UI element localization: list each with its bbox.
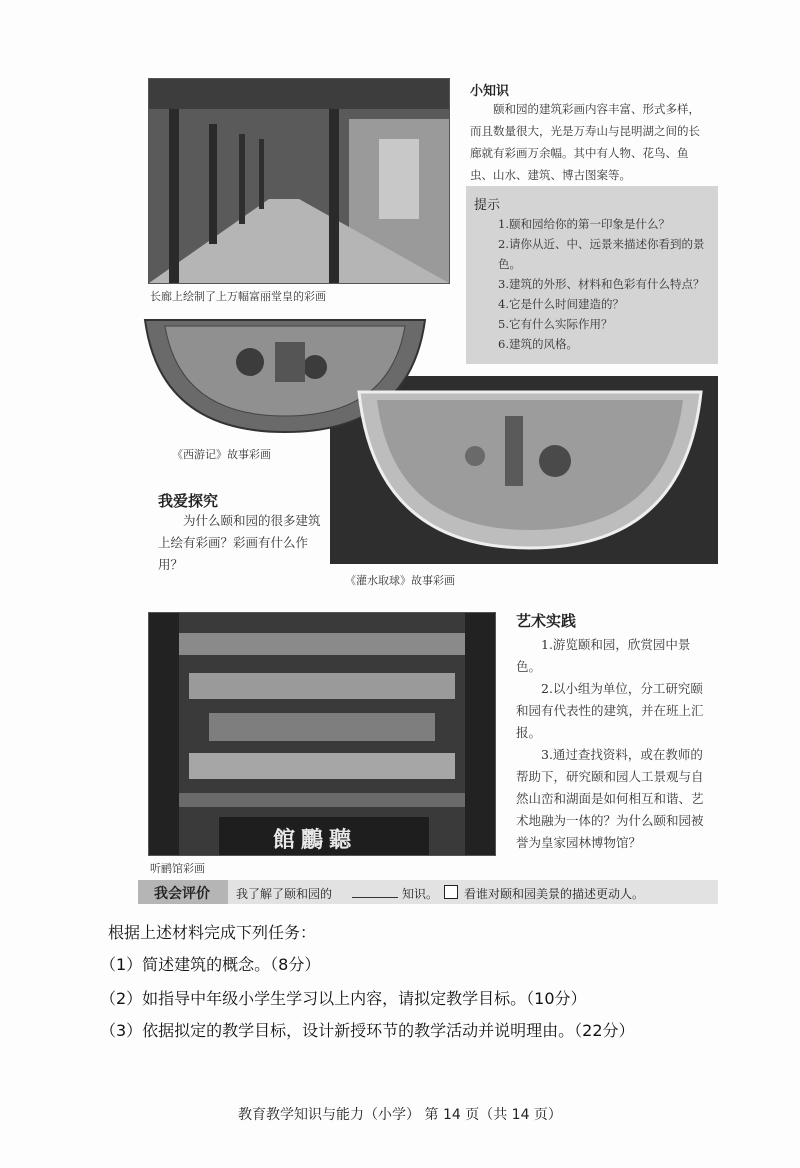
tinglibguan-caption: 听鹂馆彩画 bbox=[150, 862, 205, 875]
evaluation-text-2: 知识。 bbox=[402, 887, 439, 901]
evaluation-text-3: 看谁对颐和园美景的描述更动人。 bbox=[464, 887, 645, 901]
tinglibguan-sign: 館鸝聽 bbox=[273, 827, 358, 853]
xiyouji-caption: 《西游记》故事彩画 bbox=[172, 448, 271, 461]
hint-item: 5.它有什么实际作用？ bbox=[498, 317, 613, 331]
hint-title: 提示 bbox=[474, 198, 501, 213]
corridor-photo bbox=[148, 78, 450, 284]
knowledge-title: 小知识 bbox=[470, 84, 510, 99]
task-question-3: （3）依据拟定的教学目标，设计新授环节的教学活动并说明理由。（22分） bbox=[100, 1021, 635, 1040]
guanshui-painting bbox=[355, 386, 705, 554]
tinglibguan-photo bbox=[148, 612, 496, 856]
tasks-intro: 根据上述材料完成下列任务： bbox=[108, 923, 317, 942]
hint-item: 1.颐和园给你的第一印象是什么？ bbox=[498, 217, 670, 231]
evaluation-bar bbox=[138, 880, 718, 904]
evaluation-title: 我会评价 bbox=[154, 886, 210, 902]
explore-text: 为什么颐和园的很多建筑上绘有彩画？彩画有什么作用？ bbox=[158, 513, 321, 572]
hint-box bbox=[466, 186, 718, 364]
evaluation-checkbox bbox=[444, 885, 458, 899]
hint-item: 6.建筑的风格。 bbox=[498, 337, 578, 351]
corridor-caption: 长廊上绘制了上万幅富丽堂皇的彩画 bbox=[150, 290, 326, 303]
hint-item: 2.请你从近、中、远景来描述你看到的景色。 bbox=[498, 237, 705, 271]
practice-item: 2.以小组为单位，分工研究颐和园有代表性的建筑，并在班上汇报。 bbox=[516, 681, 704, 740]
task-question-1: （1）简述建筑的概念。（8分） bbox=[100, 955, 321, 974]
explore-title: 我爱探究 bbox=[158, 492, 219, 510]
hint-item: 4.它是什么时间建造的？ bbox=[498, 297, 624, 311]
task-question-2: （2）如指导中年级小学生学习以上内容，请拟定教学目标。（10分） bbox=[100, 989, 587, 1008]
practice-item: 3.通过查找资料，或在教师的帮助下，研究颐和园人工景观与自然山峦和湖面是如何相互和谐、艺术地融为一体的？为什么颐和园被誉为皇家园林博物馆？ bbox=[516, 747, 704, 850]
page-footer: 教育教学知识与能力（小学） 第 14 页（共 14 页） bbox=[238, 1107, 562, 1123]
practice-title: 艺术实践 bbox=[516, 612, 577, 630]
guanshui-caption: 《灌水取球》故事彩画 bbox=[345, 574, 455, 587]
hint-item: 3.建筑的外形、材料和色彩有什么特点？ bbox=[498, 277, 705, 291]
knowledge-text: 颐和园的建筑彩画内容丰富、形式多样，而且数量很大，光是万寿山与昆明湖之间的长廊就有彩画万余幅。其中有人物、花鸟、鱼虫、山水、建筑、博古图案等。 bbox=[470, 102, 700, 182]
evaluation-text-1: 我了解了颐和园的 bbox=[236, 887, 333, 901]
practice-item: 1.游览颐和园，欣赏园中景色。 bbox=[516, 637, 691, 674]
evaluation-blank bbox=[352, 897, 398, 898]
